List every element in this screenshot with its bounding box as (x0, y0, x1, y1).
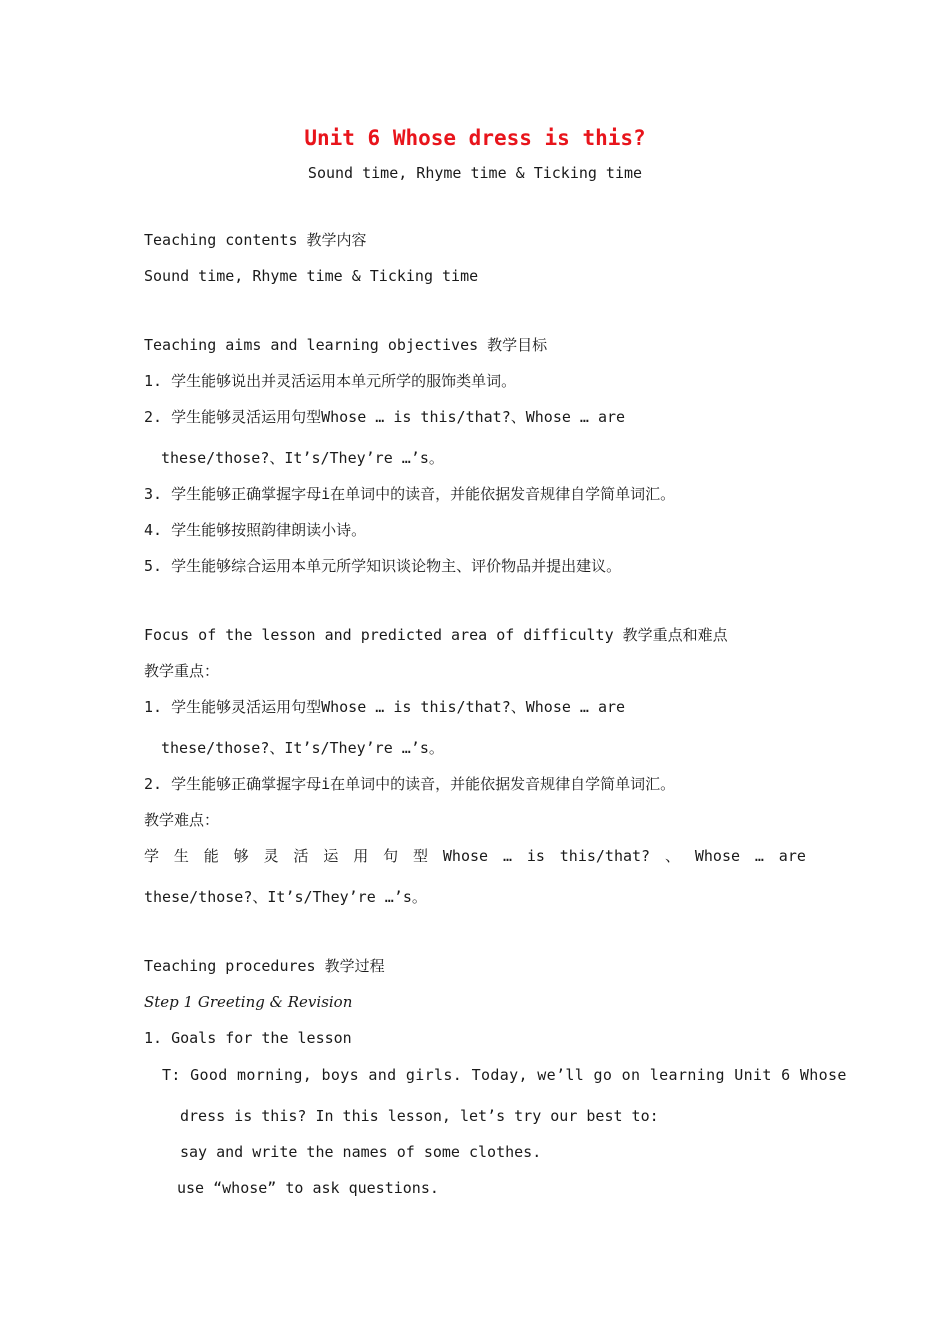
aims-item-5: 5. 学生能够综合运用本单元所学知识谈论物主、评价物品并提出建议。 (144, 557, 622, 575)
difficulty-token: … (502, 847, 512, 865)
difficulty-token: are (778, 847, 806, 865)
difficulty-token: 、 (664, 847, 680, 865)
key-point-1: 1. 学生能够灵活运用句型Whose … is this/that?、Whose … are (144, 698, 626, 716)
aims-item-2-cont: these/those?、It’s/They’re …’s。 (161, 449, 444, 467)
difficulty-token: … (754, 847, 764, 865)
difficulty-token: 用 (353, 847, 369, 865)
key-point-1-cont: these/those?、It’s/They’re …’s。 (161, 739, 444, 757)
key-points-label: 教学重点： (144, 662, 220, 680)
procedures-heading: Teaching procedures 教学过程 (144, 957, 385, 975)
difficulty-token: 能 (203, 847, 219, 865)
key-point-2: 2. 学生能够正确掌握字母i在单词中的读音，并能依据发音规律自学简单词汇。 (144, 775, 676, 793)
difficulty-token: 型 (413, 847, 429, 865)
page-subtitle: Sound time, Rhyme time & Ticking time (307, 164, 643, 182)
difficulty-token: 灵 (263, 847, 279, 865)
teacher-line-3: say and write the names of some clothes. (180, 1143, 542, 1161)
difficulty-token: Whose (442, 847, 489, 865)
difficulty-token: 生 (173, 847, 189, 865)
aims-item-2: 2. 学生能够灵活运用句型Whose … is this/that?、Whose … are (144, 408, 626, 426)
focus-heading: Focus of the lesson and predicted area of difficulty 教学重点和难点 (144, 626, 728, 644)
difficulty-token: 句 (383, 847, 399, 865)
goals-title: 1. Goals for the lesson (144, 1029, 352, 1047)
aims-item-4: 4. 学生能够按照韵律朗读小诗。 (144, 521, 367, 539)
contents-text: Sound time, Rhyme time & Ticking time (144, 267, 479, 285)
difficulty-line-1 (144, 846, 806, 866)
difficulty-token: 运 (323, 847, 339, 865)
teacher-line-4: use “whose” to ask questions. (177, 1179, 439, 1197)
aims-item-3: 3. 学生能够正确掌握字母i在单词中的读音，并能依据发音规律自学简单词汇。 (144, 485, 676, 503)
aims-item-1: 1. 学生能够说出并灵活运用本单元所学的服饰类单词。 (144, 372, 517, 390)
page-title: Unit 6 Whose dress is this? (304, 126, 646, 150)
difficulty-line-2: these/those?、It’s/They’re …’s。 (144, 888, 427, 906)
difficulty-token: 够 (233, 847, 249, 865)
difficulty-token: 活 (293, 847, 309, 865)
difficulty-token: this/that? (559, 847, 651, 865)
difficulty-label: 教学难点： (144, 811, 220, 829)
step-1-heading: Step 1 Greeting & Revision (144, 993, 353, 1011)
aims-heading: Teaching aims and learning objectives 教学目标 (144, 336, 548, 354)
contents-heading: Teaching contents 教学内容 (144, 231, 367, 249)
teacher-line-1: T: Good morning, boys and girls. Today, we’ll go on learning Unit 6 Whose (162, 1066, 847, 1084)
teacher-line-2: dress is this? In this lesson, let’s try our best to: (180, 1107, 659, 1125)
difficulty-token: is (526, 847, 545, 865)
difficulty-token: 学 (144, 847, 160, 865)
difficulty-token: Whose (694, 847, 741, 865)
